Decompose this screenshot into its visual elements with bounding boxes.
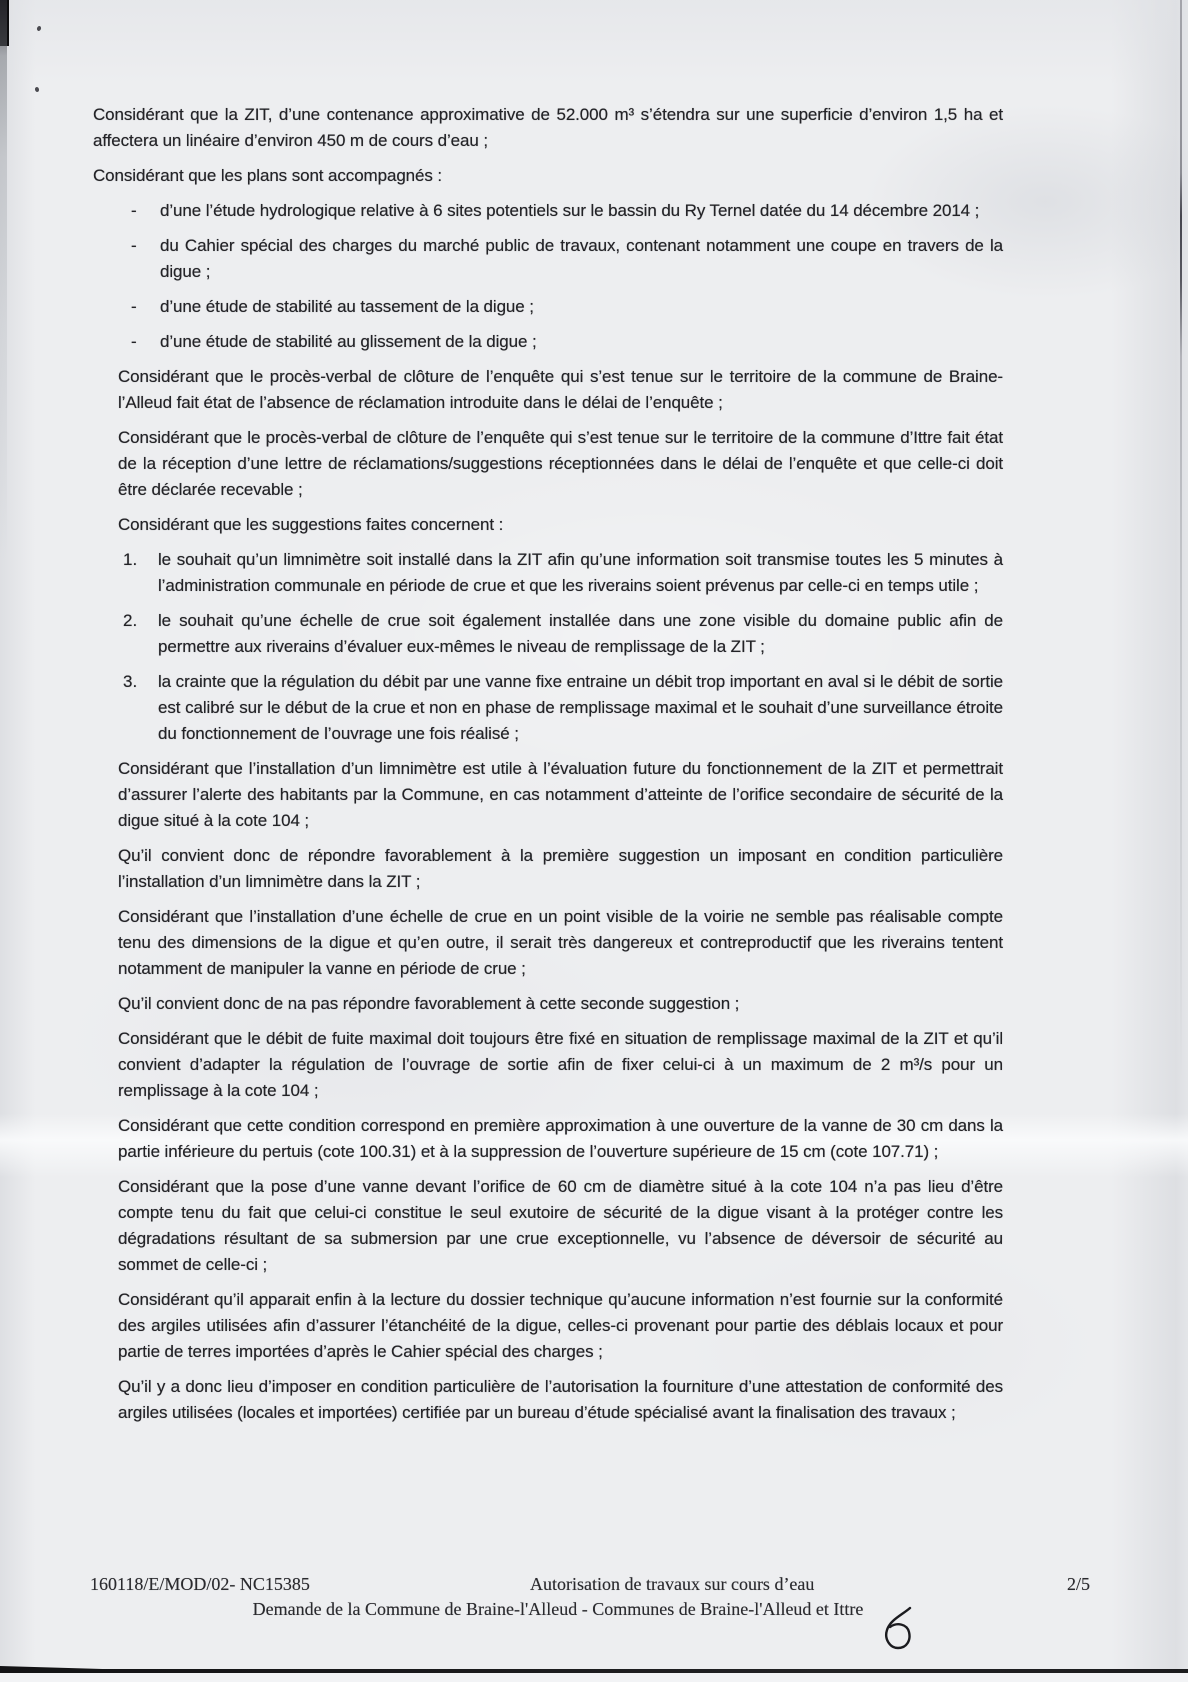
page-footer (90, 1572, 1090, 1621)
list-item-text: d’une l’étude hydrologique relative à 6 sites potentiels sur le bassin du Ry Ternel datée du 14 décembre 2014 ; (160, 201, 980, 220)
footer-page-number: 2/5 (1066, 1574, 1090, 1594)
list-item-text: le souhait qu’une échelle de crue soit également installée dans une zone visible du domaine public afin de permettre aux riverains d’évaluer eux-mêmes le niveau de remplissage de la ZIT ; (158, 611, 1003, 656)
list-item-text: d’une étude de stabilité au tassement de la digue ; (160, 297, 534, 316)
paragraph: Considérant que le procès-verbal de clôture de l’enquête qui s’est tenue sur le territoire de la commune d’Ittre fait état de la réception d’une lettre de réclamations/suggestions réceptionnées dans le délai de l’enquête et que celle-ci doit être déclarée recevable ; (118, 428, 1003, 499)
list-item-text: du Cahier spécial des charges du marché public de travaux, contenant notamment une coupe en travers de la digue ; (160, 236, 1003, 281)
scan-artifact-speck (34, 87, 39, 93)
paragraph: Considérant que le débit de fuite maximal doit toujours être fixé en situation de remplissage maximal de la ZIT et qu’il convient d’adapter la régulation de l’ouvrage de sortie afin de fixer celui-ci à un maximum de 2 m³/s pour un remplissage à la cote 104 ; (118, 1029, 1003, 1100)
list-item (123, 669, 1003, 747)
number-marker: 1. (123, 550, 138, 569)
dash-marker: - (131, 201, 137, 220)
footer-row (90, 1572, 1090, 1596)
scan-artifact-below-line (0, 1673, 1188, 1682)
paragraph: Considérant que les suggestions faites concernent : (118, 515, 504, 534)
footer-doc-title: Autorisation de travaux sur cours d’eau (530, 1574, 815, 1594)
number-marker: 3. (123, 672, 138, 691)
paragraph: Qu’il convient donc de na pas répondre favorablement à cette seconde suggestion ; (118, 994, 740, 1013)
list-item (123, 547, 1003, 599)
footer-reference: 160118/E/MOD/02- NC15385 (90, 1574, 310, 1594)
paragraph: Considérant qu’il apparait enfin à la lecture du dossier technique qu’aucune information n’est fournie sur la conformité des argiles utilisées afin d’assurer l’étanchéité de la digue, celles-ci provenant pour partie des déblais locaux et pour partie de terres importées d’après le Cahier spécial des charges ; (118, 1290, 1003, 1361)
handwritten-number-6-annotation (880, 1606, 916, 1652)
scan-artifact-right-line (1180, 0, 1182, 1080)
number-marker: 2. (123, 611, 138, 630)
dash-marker: - (131, 332, 137, 351)
paragraph: Considérant que l’installation d’un limnimètre est utile à l’évaluation future du fonctionnement de la ZIT et permettrait d’assurer l’alerte des habitants par la Commune, en cas notamment d’atteinte de l’orifice secondaire de sécurité de la digue situé à la cote 104 ; (118, 759, 1003, 830)
scan-artifact-speck (36, 25, 41, 31)
dash-marker: - (131, 297, 137, 316)
document-body (93, 102, 1003, 1435)
paragraph: Considérant que la pose d’une vanne devant l’orifice de 60 cm de diamètre situé à la cote 104 n’a pas lieu d’être compte tenu du fait que celui-ci constitue le seul exutoire de sécurité de la digue visant à la protéger contre les dégradations résultant de sa submersion par une crue exceptionnelle, vu l’absence de déversoir de sécurité au sommet de celle-ci ; (118, 1177, 1003, 1274)
dash-marker: - (131, 236, 137, 255)
list-item-text: d’une étude de stabilité au glissement de la digue ; (160, 332, 537, 351)
paragraph: Considérant que le procès-verbal de clôture de l’enquête qui s’est tenue sur le territoire de la commune de Braine-l’Alleud fait état de l’absence de réclamation introduite dans le délai de l’enquête ; (118, 367, 1003, 412)
list-item-text: la crainte que la régulation du débit par une vanne fixe entraine un débit trop important en aval si le débit de sortie est calibré sur le début de la crue et non en phase de remplissage maximal et le souhait d’une surveillance étroite du fonctionnement de l’ouvrage une fois réalisé ; (158, 672, 1003, 743)
scan-artifact-left-edge (0, 0, 7, 560)
list-item-text: le souhait qu’un limnimètre soit installé dans la ZIT afin qu’une information soit transmise toutes les 5 minutes à l’administration communale en période de crue et que les riverains soient prévenus par celle-ci en temps utile ; (158, 550, 1003, 595)
paragraph: Qu’il y a donc lieu d’imposer en condition particulière de l’autorisation la fourniture d’une attestation de conformité des argiles utilisées (locales et importées) certifiée par un bureau d’étude spécialisé avant la finalisation des travaux ; (118, 1377, 1003, 1422)
attachments-list (93, 198, 1003, 355)
list-item (131, 294, 1003, 320)
list-item (131, 329, 1003, 355)
paragraph: Considérant que cette condition correspond en première approximation à une ouverture de la vanne de 30 cm dans la partie inférieure du pertuis (cote 100.31) et à la suppression de l’ouverture supérieure de 15 cm (cote 107.71) ; (118, 1116, 1003, 1161)
list-item (131, 233, 1003, 285)
suggestions-list (93, 547, 1003, 747)
paragraph: Qu’il convient donc de répondre favorablement à la première suggestion un imposant en condition particulière l’installation d’un limnimètre dans la ZIT ; (118, 846, 1003, 891)
list-item (131, 198, 1003, 224)
footer-subtitle: Demande de la Commune de Braine-l'Alleud - Communes de Braine-l'Alleud et Ittre (252, 1599, 864, 1619)
list-item (123, 608, 1003, 660)
paragraph: Considérant que la ZIT, d’une contenance approximative de 52.000 m³ s’étendra sur une superficie d’environ 1,5 ha et affectera un linéaire d’environ 450 m de cours d’eau ; (93, 105, 1003, 150)
paragraph: Considérant que les plans sont accompagnés : (93, 166, 443, 185)
paragraph: Considérant que l’installation d’une échelle de crue en un point visible de la voirie ne semble pas réalisable compte tenu des dimensions de la digue et qu’en outre, il serait très dangereux et contreproductif que les riverains tentent notamment de manipuler la vanne en période de crue ; (118, 907, 1003, 978)
